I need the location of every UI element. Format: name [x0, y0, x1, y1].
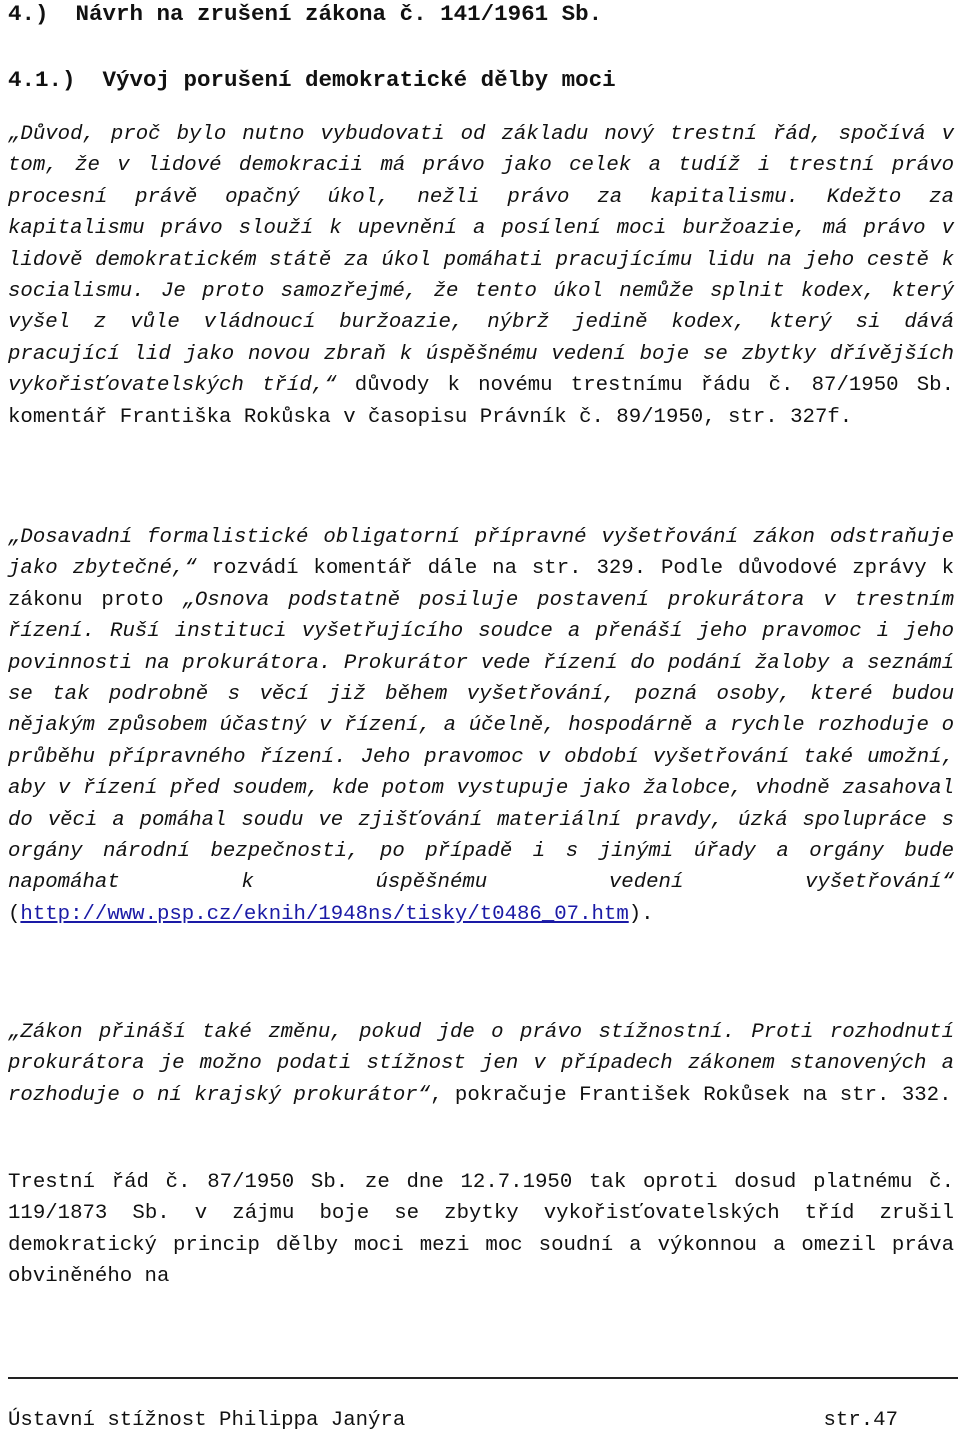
- quote-1: „Důvod, proč bylo nutno vybudovati od základu nový trestní řád, spočívá v tom, že v lidové demokracii má právo jako celek a tudíž i trestní právo procesní právě opačný úkol, nežli právo za kapitalismu. Kdežto za kapitalismu právo slouží k upevnění a posílení moci buržoazie, má právo v lidově demokratickém státě za úkol pomáhati pracujícímu lidu na jeho cestě k socialismu. Je proto samozřejmé, že tento úkol nemůže splnit kodex, který vyšel z vůle vládnoucí buržoazie, nýbrž jedině kodex, který si dává pracující lid jako novou zbraň k úspěšnému vedení boje se zbytky dřívějších vykořisťovatelských tříd,“: [8, 123, 954, 398]
- paragraph-1-text: důvody k novému trestnímu řádu č. 87/1950 Sb. komentář Františka Rokůska v časopisu Právník č. 89/1950, str. 327f.: [8, 374, 954, 429]
- page-footer: [8, 1406, 898, 1436]
- quote-4: „Zákon přináší také změnu, pokud jde o právo stížnostní. Proti rozhodnutí prokurátora je možno podati stížnost jen v případech zákonem stanovených a rozhoduje o ní krajský prokurátor“: [8, 1021, 954, 1107]
- link-close-paren: ).: [628, 902, 654, 926]
- quote-2: „Dosavadní formalistické obligatorní přípravné vyšetřování zákon odstraňuje jako zbytečné,“: [8, 526, 954, 581]
- link-open-paren: (: [8, 902, 21, 926]
- paragraph-4: [8, 1167, 954, 1293]
- paragraph-4-text: Trestní řád č. 87/1950 Sb. ze dne 12.7.1950 tak oproti dosud platnému č. 119/1873 Sb. v zájmu boje se zbytky vykořisťovatelských tříd zrušil demokratický princip dělby moci mezi moc soudní a výkonnou a omezil práva obviněného na: [8, 1171, 954, 1289]
- footer-title: Ústavní stížnost Philippa Janýra: [8, 1409, 406, 1432]
- page-number: str.47: [823, 1409, 898, 1432]
- paragraph-3-text: , pokračuje František Rokůsek na str. 332.: [430, 1083, 952, 1107]
- paragraph-2: [8, 522, 954, 930]
- footer-divider: [8, 1377, 958, 1379]
- paragraph-1: [8, 119, 954, 433]
- subsection-heading: 4.1.) Vývoj porušení demokratické dělby moci: [8, 67, 616, 93]
- section-heading: 4.) Návrh na zrušení zákona č. 141/1961 Sb.: [8, 1, 603, 27]
- paragraph-2-text: rozvádí komentář dále na str. 329. Podle důvodové zprávy k zákonu proto: [8, 557, 954, 612]
- paragraph-3: [8, 1017, 954, 1111]
- quote-3: „Osnova podstatně posiluje postavení prokurátora v trestním řízení. Ruší instituci vyšetřujícího soudce a přenáší jeho pravomoc i jeho povinnosti na prokurátora. Prokurátor vede řízení do podání žaloby a seznámí se tak podrobně s věcí již během vyšetřování, pozná osoby, které budou nějakým způsobem účastný v řízení, a účelně, hospodárně a rychle rozhoduje o průběhu přípravného řízení. Jeho pravomoc v období vyšetřování také umožní, aby v řízení před soudem, kde potom vystupuje jako žalobce, vhodně zasahoval do věci a pomáhal soudu ve zjišťování materiální pravdy, úzká spolupráce s orgány národní bezpečnosti, po případě i s jinými úřady a orgány bude napomáhat k úspěšnému vedení vyšetřování“: [8, 588, 954, 895]
- source-link[interactable]: http://www.psp.cz/eknih/1948ns/tisky/t0486_07.htm: [20, 902, 629, 926]
